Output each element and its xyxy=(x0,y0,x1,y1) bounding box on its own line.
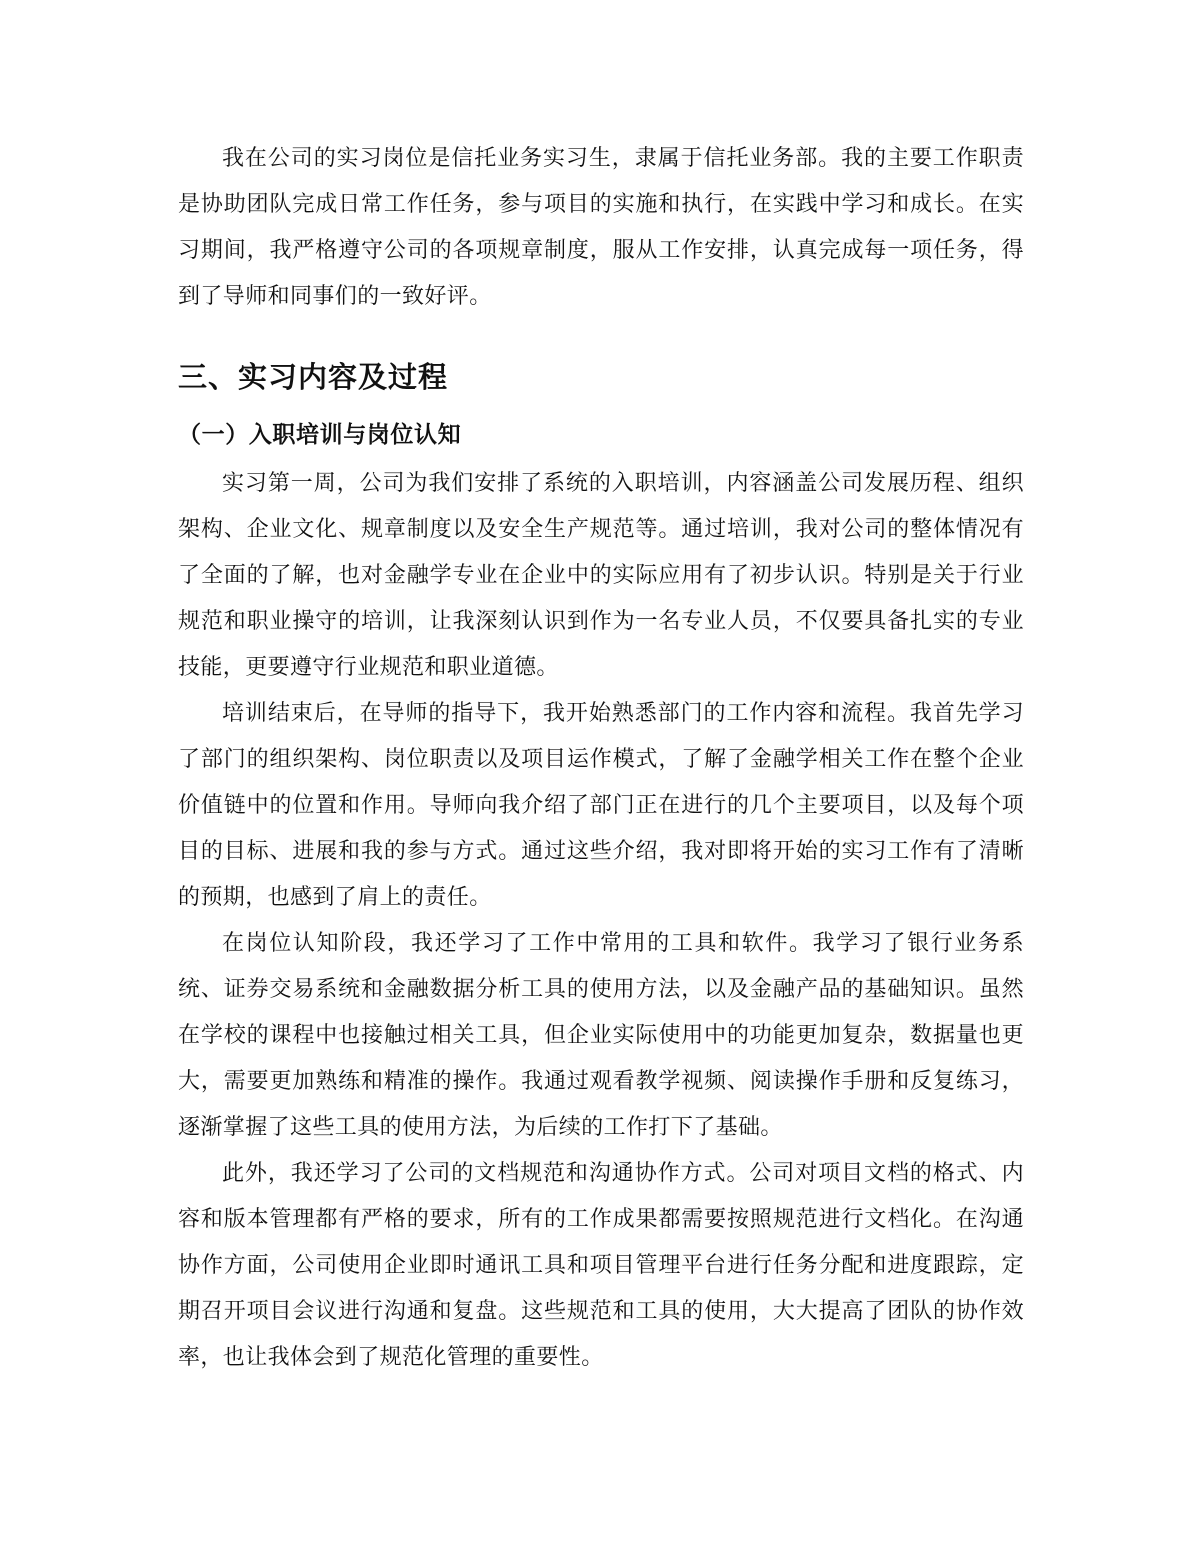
body-paragraph-3: 在岗位认知阶段，我还学习了工作中常用的工具和软件。我学习了银行业务系统、证券交易系统和金融数据分析工具的使用方法，以及金融产品的基础知识。虽然在学校的课程中也接触过相关工具，但企业实际使用中的功能更加复杂，数据量也更大，需要更加熟练和精准的操作。我通过观看教学视频、阅读操作手册和反复练习，逐渐掌握了这些工具的使用方法，为后续的工作打下了基础。 xyxy=(178,931,1024,1140)
body-paragraph-2: 培训结束后，在导师的指导下，我开始熟悉部门的工作内容和流程。我首先学习了部门的组织架构、岗位职责以及项目运作模式，了解了金融学相关工作在整个企业价值链中的位置和作用。导师向我介绍了部门正在进行的几个主要项目，以及每个项目的目标、进展和我的参与方式。通过这些介绍，我对即将开始的实习工作有了清晰的预期，也感到了肩上的责任。 xyxy=(178,701,1024,910)
intro-paragraph: 我在公司的实习岗位是信托业务实习生，隶属于信托业务部。我的主要工作职责是协助团队完成日常工作任务，参与项目的实施和执行，在实践中学习和成长。在实习期间，我严格遵守公司的各项规章制度，服从工作安排，认真完成每一项任务，得到了导师和同事们的一致好评。 xyxy=(178,146,1024,309)
document-body xyxy=(178,136,1024,1381)
body-paragraph-1: 实习第一周，公司为我们安排了系统的入职培训，内容涵盖公司发展历程、组织架构、企业文化、规章制度以及安全生产规范等。通过培训，我对公司的整体情况有了全面的了解，也对金融学专业在企业中的实际应用有了初步认识。特别是关于行业规范和职业操守的培训，让我深刻认识到作为一名专业人员，不仅要具备扎实的专业技能，更要遵守行业规范和职业道德。 xyxy=(178,471,1024,680)
section-heading: 三、实习内容及过程 xyxy=(178,360,449,394)
body-paragraph-4: 此外，我还学习了公司的文档规范和沟通协作方式。公司对项目文档的格式、内容和版本管理都有严格的要求，所有的工作成果都需要按照规范进行文档化。在沟通协作方面，公司使用企业即时通讯工具和项目管理平台进行任务分配和进度跟踪，定期召开项目会议进行沟通和复盘。这些规范和工具的使用，大大提高了团队的协作效率，也让我体会到了规范化管理的重要性。 xyxy=(178,1161,1024,1370)
subsection-heading: （一）入职培训与岗位认知 xyxy=(178,422,462,448)
